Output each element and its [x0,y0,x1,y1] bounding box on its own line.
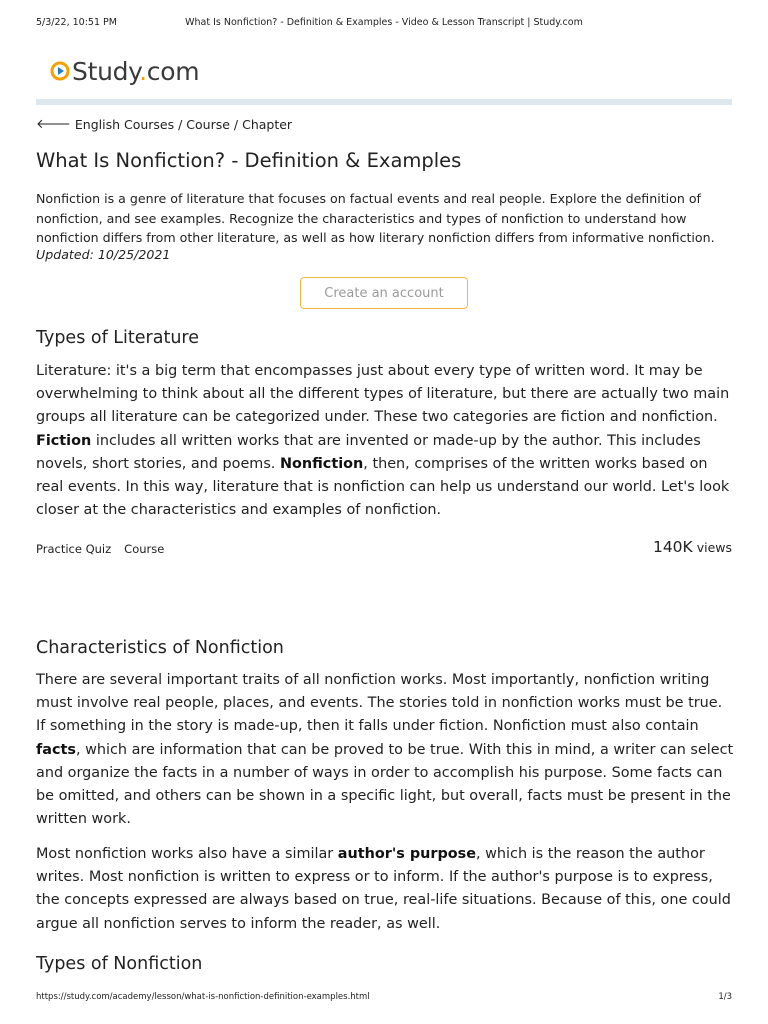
print-page-number: 1/3 [718,992,732,1002]
header-divider [36,99,732,105]
create-account-button[interactable]: Create an account [300,277,468,309]
text-run: Literature: it's a big term that encompasses just about every type of written word. It may be overwhelming to think about all the different types of literature, but there are actually two main groups all literature can be categorized under. These two categories are fiction and nonfiction. [36,363,730,426]
lesson-description: Nonfiction is a genre of literature that focuses on factual events and real people. Explore the definition of nonfiction, and see examples. Recognize the characteristics and types of nonfiction to understand how nonfiction differs from other literature, as well as how literary nonfiction differs from informative nonfiction. [36,191,715,245]
term-authors-purpose: author's purpose [337,846,476,862]
study-logo[interactable] [50,54,199,88]
view-count-label: views [696,540,732,555]
text-run: There are several important traits of all nonfiction works. Most importantly, nonfiction writing must involve real people, places, and events. The stories told in nonfiction works must be true. If something in the story is made-up, then it falls under fiction. Nonfiction must also contain [36,672,723,735]
logo-name: Study [72,56,140,86]
text-run: , which are information that can be proved to be true. With this in mind, a writer can select and organize the facts in a number of ways in order to accomplish his purpose. Some facts can be omitted, and others can be shown in a specific light, but overall, facts must be present in the written work. [36,741,734,828]
types-of-literature-paragraph [36,360,736,522]
print-url: https://study.com/academy/lesson/what-is-nonfiction-definition-examples.html [36,992,370,1002]
play-circle-icon [50,61,70,81]
text-run: , then, comprises of the written works based on real events. In this way, literature that is nonfiction can help us understand our world. Let's look closer at the characteristics and examples of nonfiction. [36,455,730,519]
breadcrumb-text[interactable]: English Courses / Course / Chapter [74,116,293,132]
term-facts: facts [36,741,76,758]
term-fiction: Fiction [36,432,92,449]
text-run: includes all written works that are invented or made-up by the author. This includes novels, short stories, and poems. [36,432,701,472]
arrow-left-icon: 🡐 [36,117,71,132]
logo-dot: . [139,56,147,86]
lesson-meta-links [36,542,164,556]
course-link[interactable]: Course [124,542,165,556]
page-title: What Is Nonfiction? - Definition & Examples [36,149,462,172]
view-count [653,538,732,556]
characteristics-paragraph-1 [36,669,736,831]
practice-quiz-link[interactable]: Practice Quiz [36,542,112,556]
print-header [36,17,732,31]
view-count-number: 140K [652,538,693,556]
text-run: Most nonfiction works also have a similar [36,846,338,862]
print-footer [36,992,732,1002]
section-heading-types-of-nonfiction: Types of Nonfiction [36,954,203,974]
logo-suffix: com [146,56,200,86]
term-nonfiction: Nonfiction [279,455,364,472]
breadcrumb[interactable] [36,116,292,132]
updated-date: Updated: 10/25/2021 [36,247,171,262]
logo-wordmark [72,57,199,86]
section-heading-characteristics: Characteristics of Nonfiction [36,638,284,658]
characteristics-paragraph-2 [36,843,736,936]
text-run: , which is the reason the author writes. Most nonfiction is written to express or to inform. If the author's purpose is to express, the concepts expressed are always based on true, real-life situations. Because of this, one could argue all nonfiction serves to inform the reader, as well. [36,846,731,932]
print-document-title: What Is Nonfiction? - Definition & Examples - Video & Lesson Transcript | Study.com [185,17,583,28]
print-date: 5/3/22, 10:51 PM [36,17,117,28]
section-heading-types-of-literature: Types of Literature [36,328,199,348]
